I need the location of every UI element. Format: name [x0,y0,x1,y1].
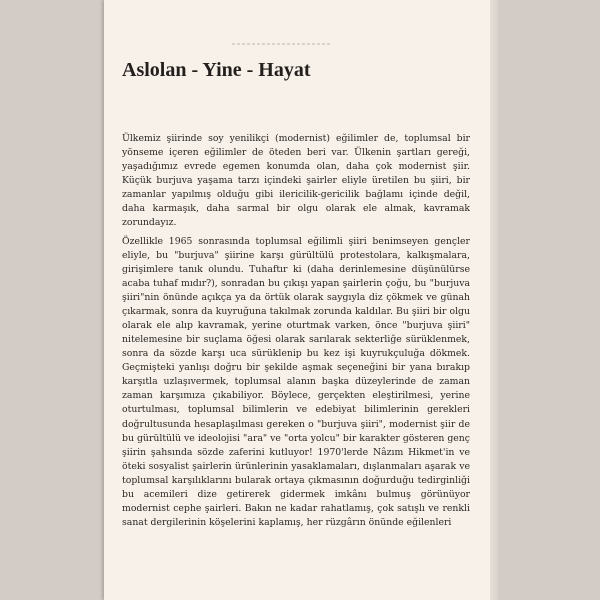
paragraph-2: Özellikle 1965 sonrasında toplumsal eğilimli şiiri benimseyen gençler eliyle, bu "burjuva" şiirine karşı gürültülü protestolara, kalkışmalara, girişimlere tanık olundu. Tuhaftır ki (daha derinlemesine düşünülürse acaba tuhaf mıdır?), sonradan bu çıkışı yapan şairlerin çoğu, bu "burjuva şiiri"nin önünde açıkça ya da örtük olarak saygıyla diz çökmek ve günah çıkarmak, sonra da kuyruğuna takılmak zorunda kaldılar. Bu şiiri bir olgu olarak ele alıp kavramak, yerine oturtmak varken, önce "burjuva şiiri" nitelemesine bir suçlama öğesi olarak sarılarak sekterliğe sürüklenmek, sonra da sözde karşı uca sürüklenip bu kez işi kuyrukçuluğa dökmek. Geçmişteki yanlışı doğru bir şekilde aşmak seçeneğini bir yana bırakıp karşıtla uzlaşıvermek, toplumsal alanın başka düzeylerinde de zaman zaman karşımıza çıkabiliyor. Böylece, gerçekten eleştirilmesi, yerine oturtulması, toplumsal bilimlerin ve edebiyat bilimlerinin gerekleri doğrultusunda hesaplaşılması gereken o "burjuva şiiri", modernist şiir de bu gürültülü ve ideolojisi "ara" ve "orta yolcu" bir karakter gösteren genç şiirin şahsında sözde zaferini kutluyor! 1970'lerde Nâzım Hikmet'in ve öteki sosyalist şairlerin ürünlerinin yasaklamaları, dışlanmaları aşarak ve toplumsal karşılıklarını bularak ortaya çıkmasının doğurduğu tedirginliği bu acemileri dize getirerek gidermek imkânı bulmuş görünüyor modernist cephe şairleri. Bakın ne kadar rahatlamış, çok satışlı ve renkli sanat dergilerinin köşelerini kaplamış, her rüzgârın önünde eğilenleri [122,235,470,528]
body-text [122,132,470,530]
chapter-title: Aslolan - Yine - Hayat [122,59,311,81]
paragraph-1: Ülkemiz şiirinde soy yenilikçi (modernist) eğilimler de, toplumsal bir yönseme içeren eğilimler de öteden beri var. Ülkenin şartları gereği, yaşadığımız evrede egemen konumda olan, daha çok modernist şiir. Küçük burjuva yaşama tarzı içindeki şairler eliyle üretilen bu şiiri, bir zamanlar yapılmış olduğu gibi ilericilik-gericilik bağlamı içinde değil, daha karmaşık, daha sarmal bir olgu olarak ele almak, kavramak zorundayız. [122,133,470,229]
page-edge [490,0,498,600]
faint-running-head [232,43,332,45]
